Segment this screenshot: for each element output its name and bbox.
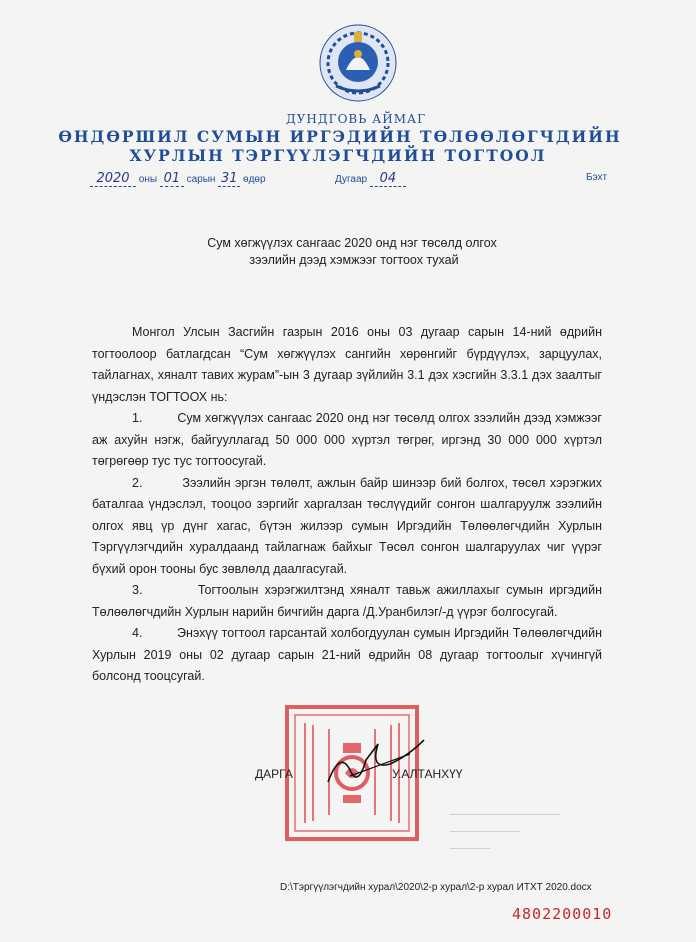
resolution-title-line1: Сум хөгжүүлэх сангаас 2020 онд нэг төсөлд олгох [207, 236, 497, 250]
faint-bleedthrough [450, 806, 560, 849]
council-title-line1: ӨНДӨРШИЛ СУМЫН ИРГЭДИЙН ТӨЛӨӨЛӨГЧДИЙН [58, 127, 622, 146]
serial-number: 4802200010 [512, 905, 613, 923]
item-text: Сум хөгжүүлэх сангаас 2020 онд нэг төсөлд олгох зээлийн дээд хэмжээг аж ахуйн нэгж, байгууллагад 50 000 000 хүртэл төгрөг, иргэнд 30 000 000 хүртэл төгрөгөөр тус тус тогтоосугай. [92, 411, 602, 468]
item-number: 2. [132, 475, 143, 490]
date-field [90, 172, 266, 187]
council-title-line2: ХУРЛЫН ТЭРГҮҮЛЭГЧДИЙН ТОГТООЛ [129, 146, 547, 165]
resolution-item [92, 473, 602, 581]
resolution-body [92, 322, 602, 688]
item-number: 4. [132, 626, 143, 640]
item-number: 3. [132, 583, 143, 597]
date-year: 2020 [90, 172, 136, 187]
item-text: Зээлийн эргэн төлөлт, ажлын байр шинээр бий болгох, төсөл хэрэгжих баталгаа үндэслэл, тооцоо зэргийг харгалзан төслүүдийг сонгон шалгаруулж зээлийн олгох явц үр дүнг хагас, бүтэн жилээр сумын Иргэдийн Төлөөлөгчдийн Хурлын Тэргүүлэгчдийн хуралдаанд тайлагнаж байхыг Төсөл сонгон шалгаруулах чиг үүрэг бүхий орон тооны бус зөвлөлд даалгасугай. [92, 475, 602, 576]
number-label: Дугаар [335, 174, 368, 185]
intro-paragraph: Монгол Улсын Засгийн газрын 2016 оны 03 дугаар сарын 14-ний өдрийн тогтоолоор батлагдсан “Сум хөгжүүлэх сангийн хөрөнгийг бүрдүүлэх, зарцуулах, тайлагнах, хяналт тавих журам”-ын 3 дугаар зүйлийн 3.1 дэх хэсгийн 3.3.1 дэх заалтыг үндэслэн ТОГТООХ нь: [92, 325, 602, 404]
aimag-name: ДУНДГОВЬ АЙМАГ [285, 112, 427, 126]
date-year-suffix: оны [138, 174, 158, 185]
item-text: Тогтоолын хэрэгжилтэнд хяналт тавьж ажиллахыг сумын иргэдийн Төлөөлөгчдийн Хурлын нарийн бичгийн дарга /Д.Уранбилэг/-д үүрэг болгосугай. [92, 583, 602, 619]
number-field [335, 172, 406, 187]
date-month-suffix: сарын [186, 174, 216, 185]
document-number: 04 [370, 172, 406, 187]
signer-name: У.АЛТАНХҮҮ [392, 767, 463, 781]
resolution-item [92, 580, 602, 623]
file-path: D:\Тэргүүлэгчдийн хурал\2020\2-р хурал\2-р хурал ИТХТ 2020.docx [280, 882, 592, 893]
resolution-item [92, 623, 602, 688]
date-day-suffix: өдөр [243, 174, 266, 185]
resolution-item [92, 408, 602, 473]
resolution-title-line2: зээлийн дээд хэмжээг тогтоох тухай [249, 253, 459, 267]
date-month: 01 [160, 172, 184, 187]
place-name: Бэхт [586, 172, 608, 183]
signer-title: ДАРГА [255, 767, 293, 781]
state-emblem-icon [318, 22, 398, 104]
item-text: Энэхүү тогтоол гарсантай холбогдуулан сумын Иргэдийн Төлөөлөгчдийн Хурлын 2019 оны 02 дугаар сарын 21-ний өдрийн 08 дугаар тогтоолыг хүчингүй болсонд тооцсугай. [92, 626, 602, 683]
handwritten-signature [320, 730, 430, 800]
item-number: 1. [132, 411, 143, 425]
date-day: 31 [218, 172, 240, 187]
